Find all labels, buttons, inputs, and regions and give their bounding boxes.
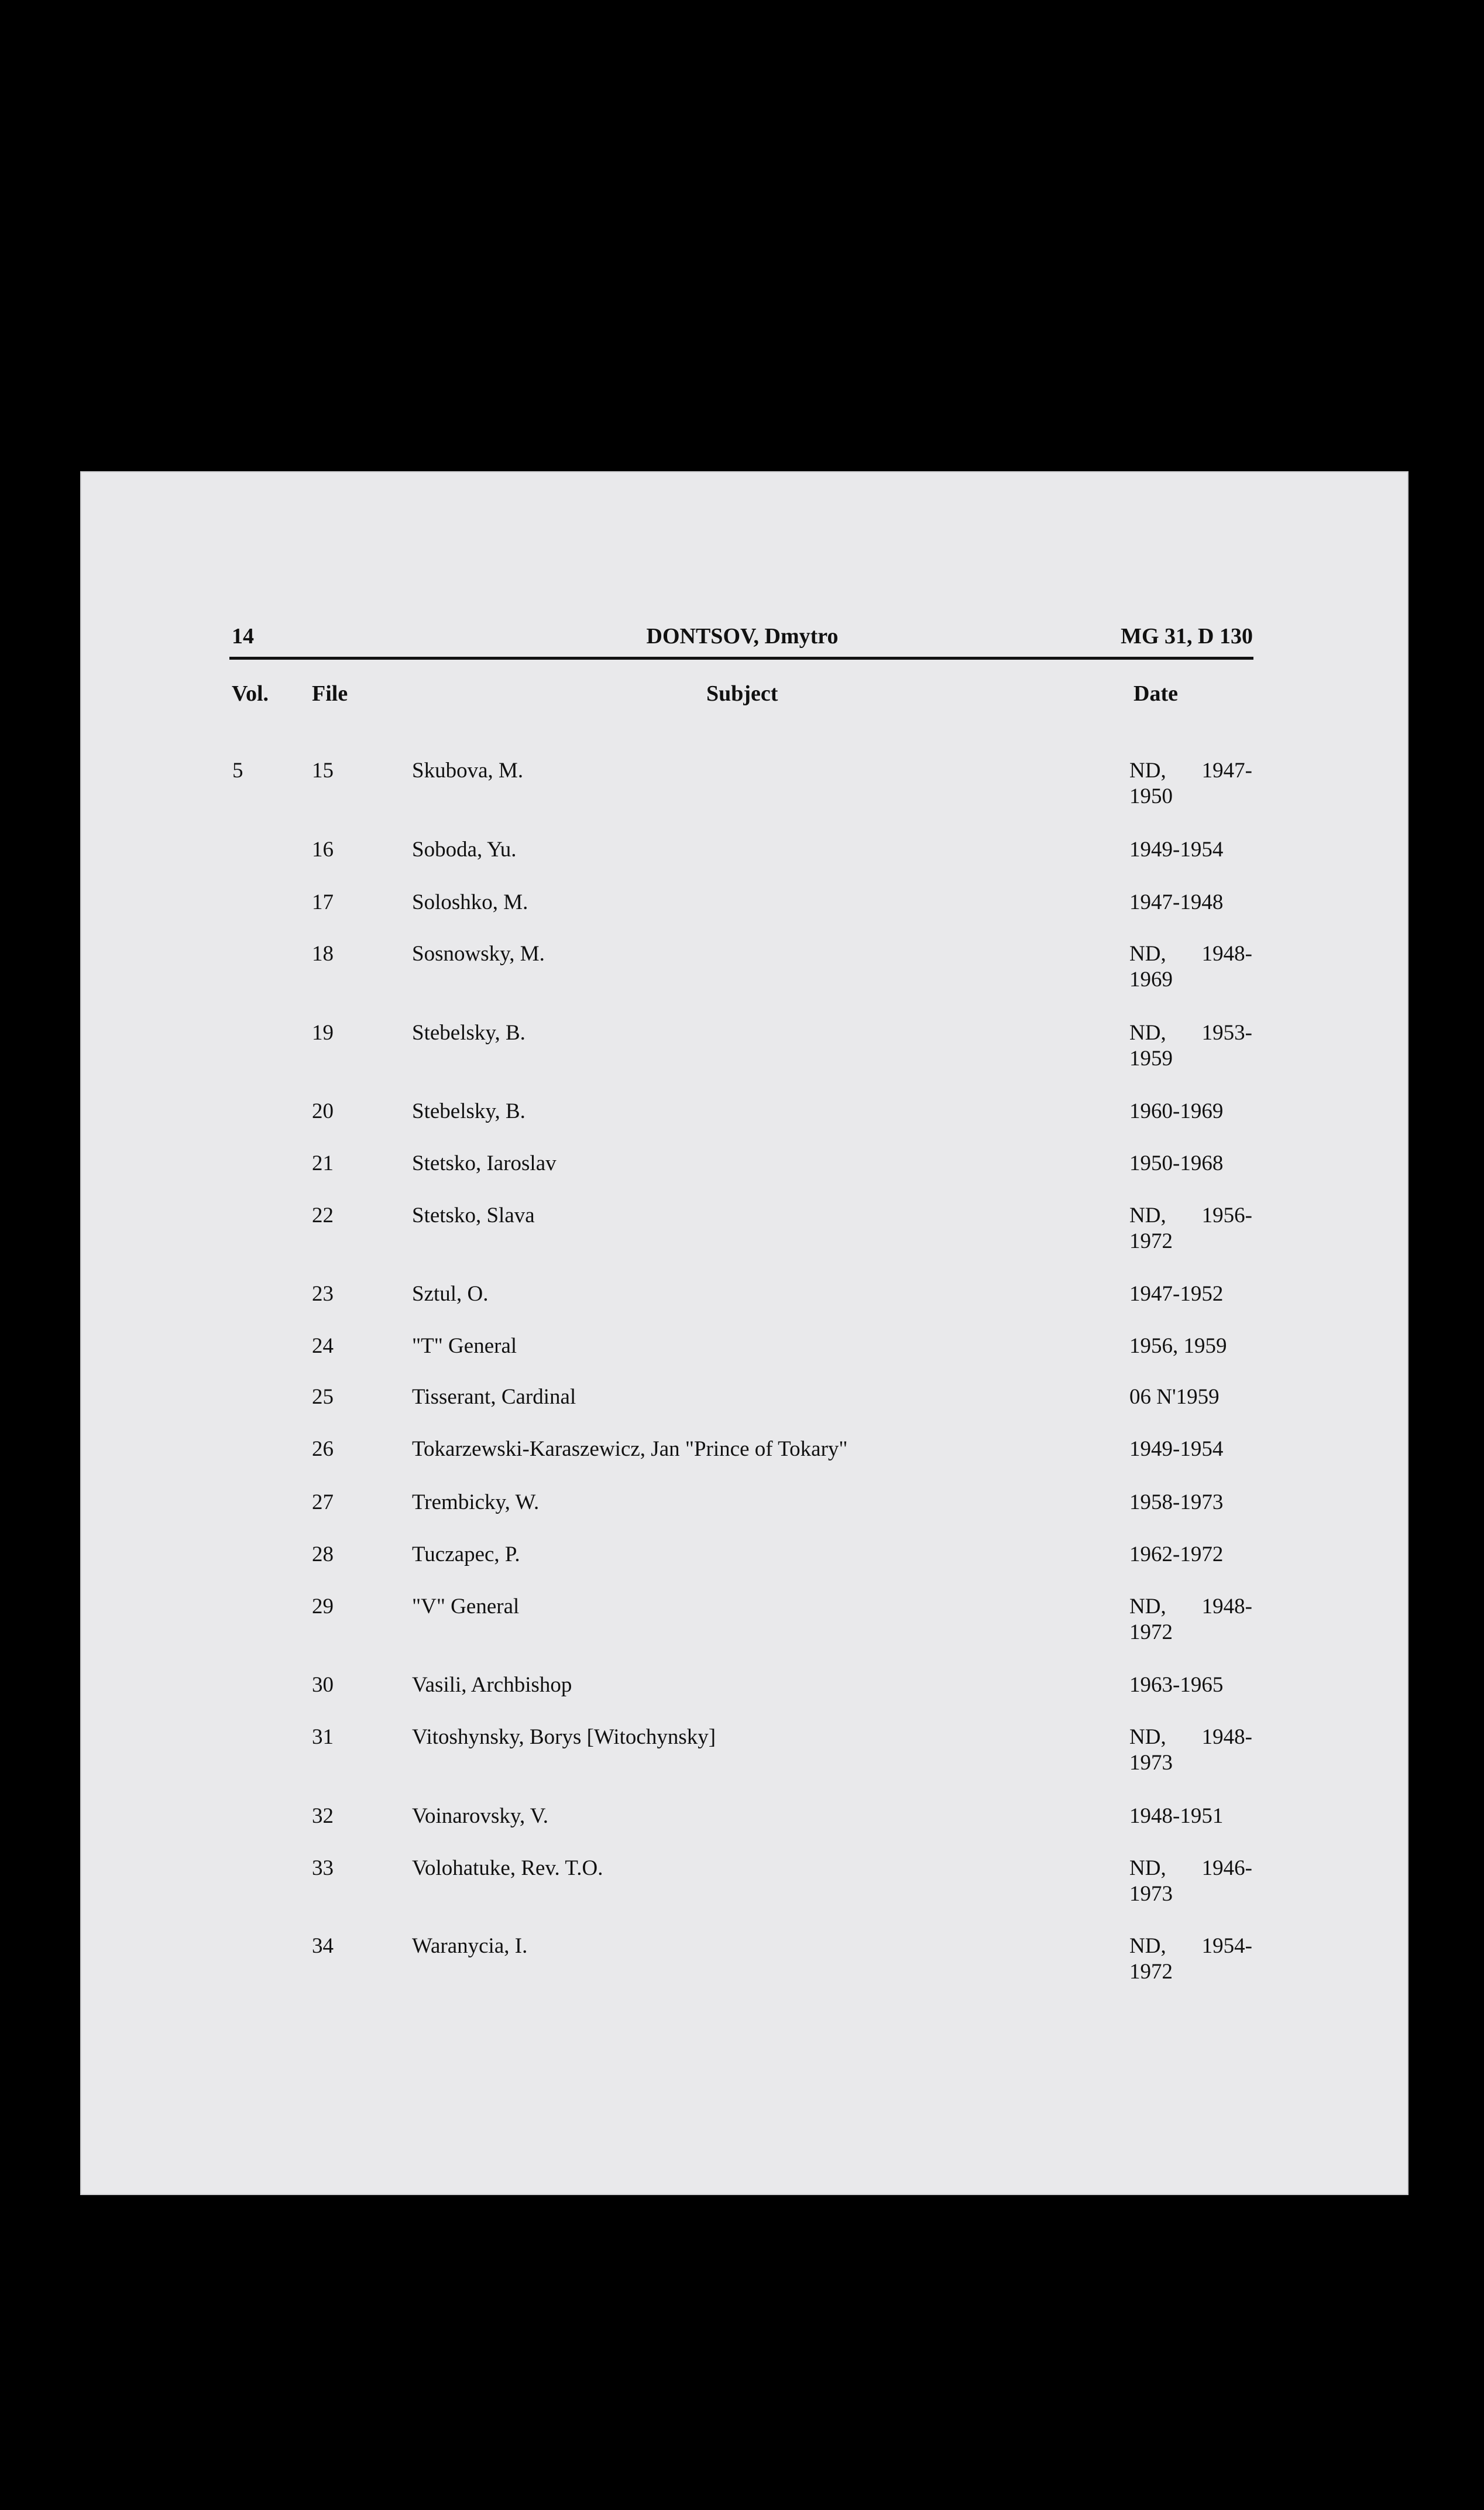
date-cell: ND, 1953-1959 [1129,1021,1252,1071]
column-header-subject: Subject [706,681,778,706]
subject-cell: Stetsko, Iaroslav [412,1151,556,1175]
subject-cell: Tuczapec, P. [412,1542,520,1566]
file-cell: 34 [312,1934,334,1958]
file-cell: 32 [312,1804,334,1828]
date-cell: 1956, 1959 [1129,1334,1227,1358]
file-cell: 21 [312,1151,334,1175]
file-cell: 15 [312,759,334,783]
date-cell: 06 N'1959 [1129,1385,1220,1409]
subject-cell: Vitoshynsky, Borys [Witochynsky] [412,1725,716,1749]
date-cell: ND, 1954-1972 [1129,1934,1252,1984]
date-cell: 1950-1968 [1129,1151,1224,1175]
subject-cell: Stetsko, Slava [412,1203,535,1227]
column-header-file: File [312,681,348,706]
date-cell: ND, 1948-1969 [1129,942,1252,992]
subject-cell: Soboda, Yu. [412,838,517,862]
file-cell: 24 [312,1334,334,1358]
file-cell: 16 [312,838,334,862]
date-cell: ND, 1948-1973 [1129,1725,1252,1775]
subject-cell: "T" General [412,1334,517,1358]
page-title: DONTSOV, Dmytro [646,624,839,649]
subject-cell: Trembicky, W. [412,1490,540,1514]
column-header-vol: Vol. [232,681,269,706]
subject-cell: "V" General [412,1595,520,1619]
file-cell: 31 [312,1725,334,1749]
subject-cell: Waranycia, I. [412,1934,528,1958]
header-rule [229,657,1253,660]
file-cell: 22 [312,1203,334,1227]
collection-reference: MG 31, D 130 [1121,624,1253,649]
date-cell: 1947-1948 [1129,890,1224,914]
file-cell: 29 [312,1595,334,1619]
subject-cell: Vasili, Archbishop [412,1673,572,1697]
page-header [232,623,1253,659]
file-cell: 25 [312,1385,334,1409]
subject-cell: Sztul, O. [412,1282,489,1306]
date-cell: ND, 1948-1972 [1129,1595,1252,1644]
file-cell: 33 [312,1856,334,1880]
date-cell: 1947-1952 [1129,1282,1224,1306]
file-cell: 23 [312,1282,334,1306]
subject-cell: Soloshko, M. [412,890,528,914]
file-cell: 27 [312,1490,334,1514]
subject-cell: Volohatuke, Rev. T.O. [412,1856,603,1880]
subject-cell: Stebelsky, B. [412,1099,525,1123]
date-cell: 1949-1954 [1129,838,1224,862]
vol-cell: 5 [232,759,243,783]
date-cell: ND, 1946-1973 [1129,1856,1252,1906]
page-number: 14 [232,624,254,649]
file-cell: 18 [312,942,334,966]
file-cell: 20 [312,1099,334,1123]
date-cell: 1962-1972 [1129,1542,1224,1566]
file-cell: 17 [312,890,334,914]
file-cell: 30 [312,1673,334,1697]
document-page [80,471,1409,2195]
subject-cell: Skubova, M. [412,759,524,783]
date-cell: 1960-1969 [1129,1099,1224,1123]
date-cell: 1963-1965 [1129,1673,1224,1697]
file-cell: 19 [312,1021,334,1045]
column-header-date: Date [1133,681,1178,706]
date-cell: 1948-1951 [1129,1804,1224,1828]
subject-cell: Voinarovsky, V. [412,1804,549,1828]
subject-cell: Sosnowsky, M. [412,942,545,966]
subject-cell: Tisserant, Cardinal [412,1385,576,1409]
date-cell: ND, 1956-1972 [1129,1203,1252,1253]
file-cell: 26 [312,1437,334,1461]
date-cell: 1958-1973 [1129,1490,1224,1514]
date-cell: ND, 1947-1950 [1129,759,1252,808]
subject-cell: Stebelsky, B. [412,1021,525,1045]
subject-cell: Tokarzewski-Karaszewicz, Jan "Prince of Tokary" [412,1437,848,1461]
file-cell: 28 [312,1542,334,1566]
date-cell: 1949-1954 [1129,1437,1224,1461]
